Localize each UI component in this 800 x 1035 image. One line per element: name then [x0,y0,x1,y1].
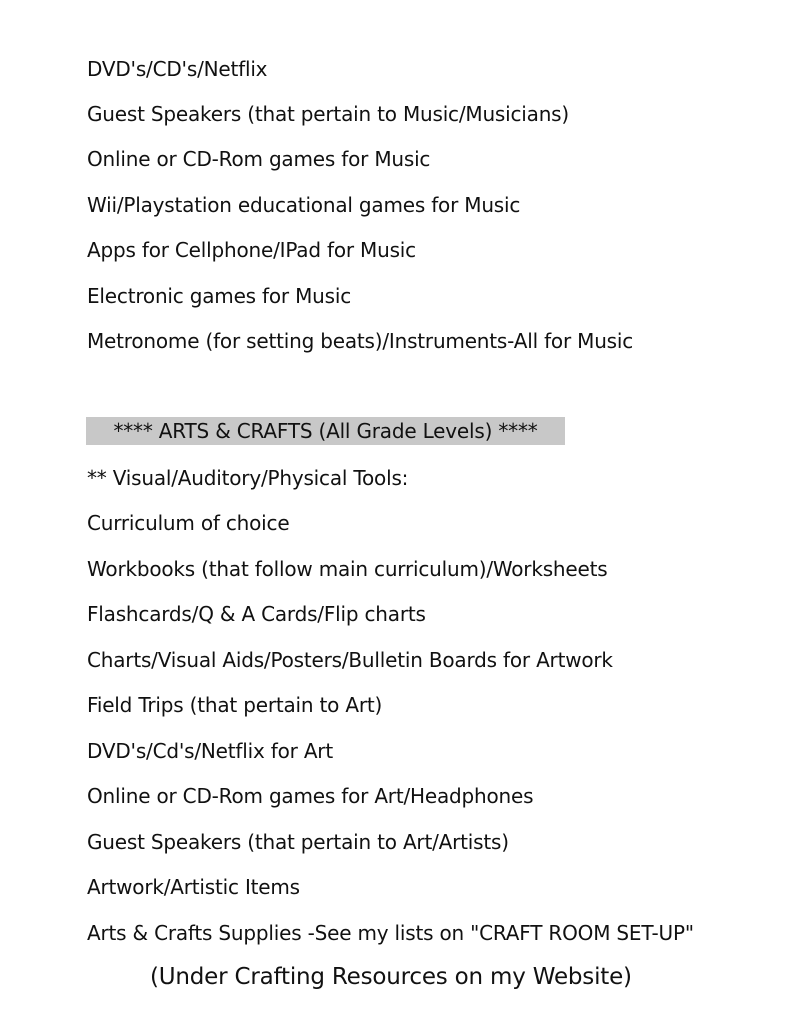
section-heading-arts-crafts: **** ARTS & CRAFTS (All Grade Levels) **** [86,417,565,445]
list-item: Field Trips (that pertain to Art) [87,693,383,717]
list-item: Guest Speakers (that pertain to Music/Musicians) [87,102,570,126]
list-item: Curriculum of choice [87,511,290,535]
footer-note: (Under Crafting Resources on my Website) [150,964,632,990]
list-item: Charts/Visual Aids/Posters/Bulletin Boards for Artwork [87,648,613,672]
list-item: Workbooks (that follow main curriculum)/Worksheets [87,557,608,581]
list-item: Wii/Playstation educational games for Music [87,193,521,217]
list-item: Electronic games for Music [87,284,352,308]
list-item: Metronome (for setting beats)/Instruments-All for Music [87,329,634,353]
list-item: DVD's/Cd's/Netflix for Art [87,739,333,763]
list-item: Online or CD-Rom games for Music [87,147,431,171]
list-item: Apps for Cellphone/IPad for Music [87,238,416,262]
list-item: Arts & Crafts Supplies -See my lists on "CRAFT ROOM SET-UP" [87,921,694,945]
list-item: Guest Speakers (that pertain to Art/Artists) [87,830,509,854]
list-item: Artwork/Artistic Items [87,875,300,899]
list-item: Flashcards/Q & A Cards/Flip charts [87,602,426,626]
list-item: ** Visual/Auditory/Physical Tools: [87,466,409,490]
list-item: DVD's/CD's/Netflix [87,57,268,81]
list-item: Online or CD-Rom games for Art/Headphones [87,784,534,808]
